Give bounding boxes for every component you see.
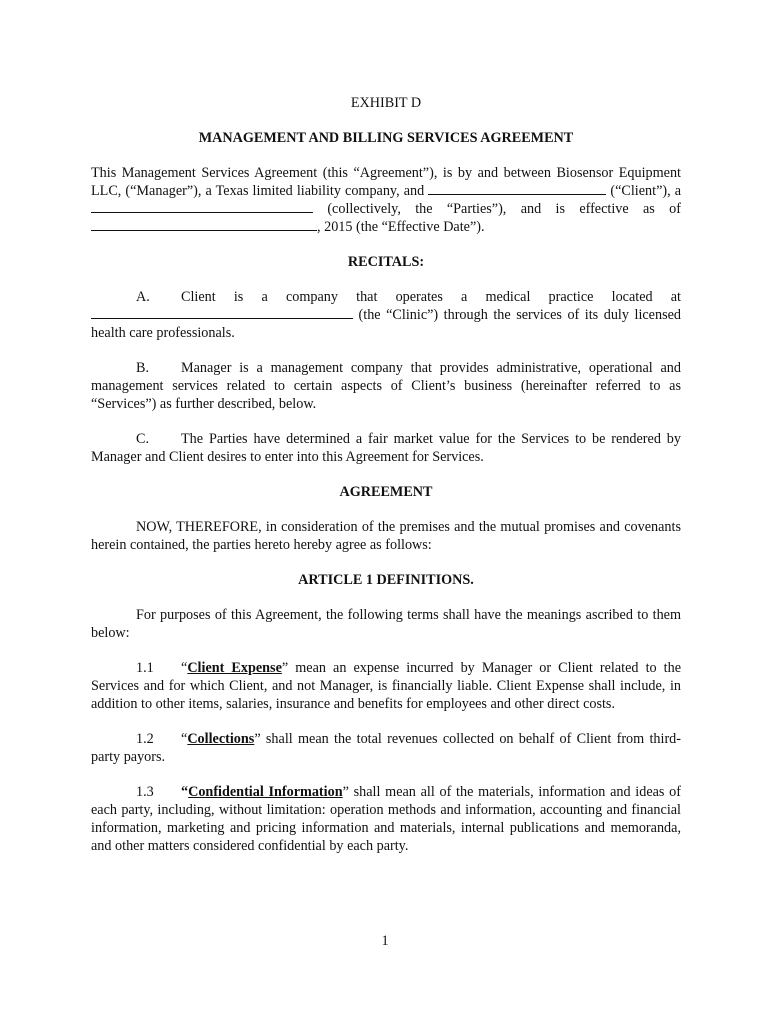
recital-b [91, 359, 681, 413]
page-number: 1 [381, 933, 389, 949]
recital-text-cont: (the “Clinic”) through the services of its duly licensed health care professionals. [91, 307, 681, 341]
article-intro-paragraph: For purposes of this Agreement, the following terms shall have the meanings ascribed to them below: [91, 607, 681, 641]
article-1-heading: ARTICLE 1 DEFINITIONS. [298, 572, 474, 588]
document-body [91, 94, 681, 872]
open-quote: “ [181, 660, 188, 676]
recital-letter: B. [136, 360, 150, 376]
effective-date-blank [91, 218, 317, 231]
close-quote: ” [281, 660, 289, 676]
definition-number: 1.1 [136, 660, 154, 676]
intro-text-4: , 2015 (the “Effective Date”). [317, 219, 485, 235]
intro-text-1: This Management Services Agreement (this “Agreement”), is by and between Biosensor Equipment LLC, (“Manager”), a Texas limited liability company, and [91, 165, 681, 199]
close-quote: ” [342, 784, 349, 800]
defined-term: Client Expense [187, 660, 282, 676]
recital-a [91, 288, 681, 342]
exhibit-label: EXHIBIT D [350, 95, 422, 111]
close-quote: ” [254, 731, 261, 747]
recitals-heading: RECITALS: [347, 254, 425, 270]
definition-text: shall mean all of the materials, information and ideas of each party, including, without limitation: operation methods and information, accounting and financial information, marketing and pricing information and materials, internal publications and memoranda, and other matters considered confidential by each party. [91, 784, 681, 854]
recital-text: Manager is a management company that provides administrative, operational and management services related to certain aspects of Client’s business (hereinafter referred to as “Services”) as further described, below. [91, 360, 681, 412]
document-title: MANAGEMENT AND BILLING SERVICES AGREEMENT [198, 130, 574, 146]
client-name-blank [428, 182, 606, 195]
client-entity-blank [91, 200, 313, 213]
now-therefore-paragraph: NOW, THEREFORE, in consideration of the premises and the mutual promises and covenants herein contained, the parties hereto hereby agree as follows: [91, 519, 681, 553]
recital-letter: C. [136, 431, 150, 447]
intro-text-3: (collectively, the “Parties”), and is effective as of [313, 201, 681, 217]
open-quote: “ [181, 731, 188, 747]
open-quote: “ [181, 784, 189, 800]
recital-c [91, 430, 681, 466]
definition-1-1 [91, 659, 681, 713]
definition-text: shall mean the total revenues collected on behalf of Client from third-party payors. [91, 731, 681, 765]
definition-1-3 [91, 783, 681, 855]
recital-letter: A. [136, 289, 150, 305]
intro-paragraph [91, 164, 681, 236]
defined-term: Collections [187, 731, 255, 747]
recital-text: The Parties have determined a fair market value for the Services to be rendered by Manager and Client desires to enter into this Agreement for Services. [91, 431, 681, 465]
recital-text: Client is a company that operates a medical practice located at [181, 289, 681, 305]
definition-number: 1.3 [136, 784, 154, 800]
definition-number: 1.2 [136, 731, 154, 747]
agreement-heading: AGREEMENT [339, 484, 433, 500]
definition-text: mean an expense incurred by Manager or Client related to the Services and for which Client, and not Manager, is financially liable. Client Expense shall include, in addition to other items, salaries, insurance and benefits for employees and other direct costs. [91, 660, 681, 712]
defined-term: Confidential Information [188, 784, 343, 800]
clinic-location-blank [91, 306, 353, 319]
definition-1-2 [91, 730, 681, 766]
intro-text-2: (“Client”), a [606, 183, 682, 199]
